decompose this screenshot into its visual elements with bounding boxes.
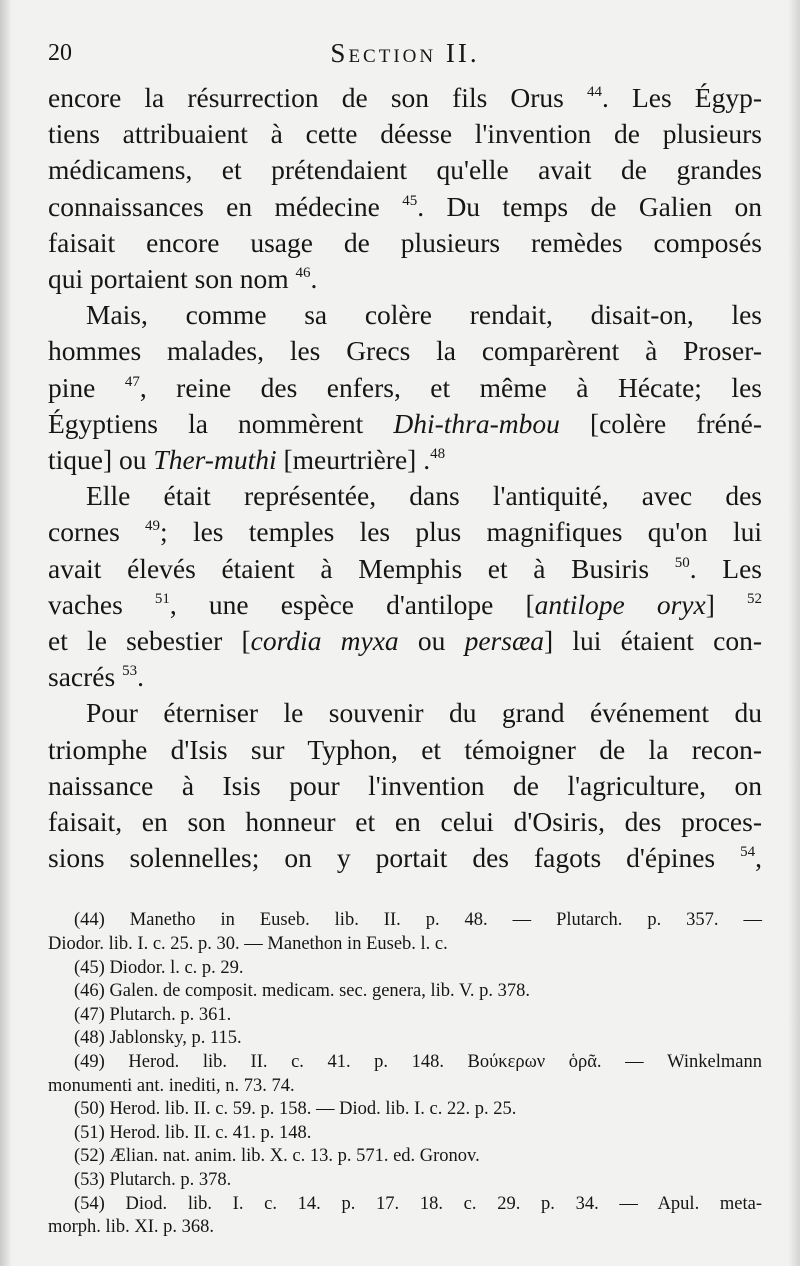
line-text: sions solennelles; on y portait des fagots d'épines: [48, 842, 741, 874]
text-line: [48, 732, 762, 768]
footnote-line: (47) Plutarch. p. 361.: [74, 1004, 232, 1025]
line-text: hommes malades, les Grecs la comparèrent à Proser-: [48, 335, 762, 367]
line-text: naissance à Isis pour l'invention de l'agriculture, on: [48, 769, 762, 801]
text-line: [48, 406, 762, 442]
footnote-line: Diodor. lib. I. c. 25. p. 30. — Manethon in Euseb. l. c.: [48, 934, 448, 955]
footnote-line: (53) Plutarch. p. 378.: [74, 1170, 232, 1190]
line-text: avait élevés étaient à Memphis et à Busiris: [48, 552, 675, 584]
footnote-ref: 44: [586, 84, 602, 100]
page-edge-shadow-right: [788, 0, 800, 1266]
text-line: [48, 840, 762, 876]
line-text: et le sebestier [: [48, 625, 251, 657]
footnote-ref: 48: [430, 446, 446, 463]
text-line: [48, 478, 762, 514]
italic-term: antilope oryx: [534, 588, 706, 620]
text-line: [48, 623, 762, 659]
line-text: , une espèce d'antilope [: [169, 588, 535, 620]
text-line: [48, 514, 762, 550]
text-line: [48, 261, 762, 297]
text-line: [48, 116, 762, 152]
italic-term: cordia myxa: [250, 625, 399, 657]
footnote-line: (51) Herod. lib. II. c. 41. p. 148.: [74, 1122, 312, 1143]
footnote-ref: 51: [154, 590, 170, 607]
text-line: [48, 189, 762, 225]
line-text: tique] ou: [48, 444, 154, 476]
line-text: triomphe d'Isis sur Typhon, et témoigner de la recon-: [48, 733, 762, 765]
line-text: médicamens, et prétendaient qu'elle avait de grandes: [48, 154, 762, 186]
line-text: connaissances en médecine: [48, 190, 403, 222]
footnote-line: (44) Manetho in Euseb. lib. II. p. 48. — Plutarch. p. 357. —: [74, 910, 762, 931]
line-text: ] lui étaient con-: [544, 625, 762, 657]
italic-term: Ther-muthi: [153, 444, 277, 476]
footnote-ref: 54: [740, 844, 756, 861]
footnote-ref: 46: [295, 265, 311, 282]
footnote-line: (54) Diod. lib. I. c. 14. p. 17. 18. c. 29. p. 34. — Apul. meta-: [74, 1193, 762, 1214]
text-line: [48, 659, 762, 695]
footnote-line: (45) Diodor. l. c. p. 29.: [74, 957, 244, 978]
footnote-line: (52) Ælian. nat. anim. lib. X. c. 13. p. 571. ed. Gronov.: [74, 1146, 480, 1167]
line-text: ,: [755, 842, 762, 874]
footnotes: [48, 909, 762, 1239]
line-text: .: [310, 263, 318, 295]
text-line: [48, 804, 762, 840]
text-line: [48, 152, 762, 188]
page-number: 20: [48, 40, 72, 66]
footnote-ref: 45: [402, 192, 418, 209]
line-text: Égyptiens la nommèrent: [48, 407, 394, 439]
line-text: .: [137, 661, 144, 693]
line-text: .: [423, 444, 431, 476]
text-line: [48, 370, 762, 406]
line-text: sacrés: [48, 661, 123, 693]
footnote-ref: 53: [122, 663, 138, 680]
line-text: . Du temps de Galien on: [417, 190, 762, 222]
text-line: [48, 768, 762, 804]
line-text: . Les Égyp-: [601, 82, 762, 113]
footnote-ref: 49: [145, 518, 161, 535]
line-text: tiens attribuaient à cette déesse l'invention de plusieurs: [48, 118, 762, 150]
line-text: cornes: [48, 516, 146, 548]
footnote-ref: 47: [124, 373, 140, 390]
line-text: ; les temples les plus magnifiques qu'on lui: [160, 516, 762, 548]
text-line: [48, 587, 762, 623]
line-text: encore la résurrection de son fils Orus: [48, 82, 587, 113]
footnote-line: monumenti ant. inediti, n. 73. 74.: [48, 1075, 295, 1096]
line-text: [colère fréné-: [559, 407, 762, 439]
line-text: ]: [705, 588, 747, 620]
text-line: [48, 225, 762, 261]
text-line: [48, 80, 762, 116]
italic-term: Dhi-thra-mbou: [393, 407, 560, 439]
line-text: [meurtrière]: [276, 444, 424, 476]
line-text: faisait encore usage de plusieurs remèdes composés: [48, 226, 762, 258]
line-text: ou: [398, 625, 465, 657]
line-text: Elle était représentée, dans l'antiquité, avec des: [86, 480, 762, 512]
italic-term: persæa: [464, 625, 545, 657]
line-text: pine: [48, 371, 125, 403]
line-text: . Les: [689, 552, 762, 584]
footnote-ref: 50: [674, 554, 690, 571]
footnote-line: (48) Jablonsky, p. 115.: [74, 1028, 242, 1049]
line-text: vaches: [48, 588, 155, 620]
footnote-ref: 52: [746, 590, 762, 607]
line-text: qui portaient son nom: [48, 263, 296, 295]
footnote-line: morph. lib. XI. p. 368.: [48, 1217, 214, 1238]
text-line: [48, 551, 762, 587]
body-text: [48, 80, 762, 876]
page-edge-shadow-left: [0, 0, 12, 1266]
running-title: Section II.: [330, 38, 480, 68]
line-text: Pour éterniser le souvenir du grand événement du: [86, 697, 762, 729]
text-line: [48, 442, 762, 478]
footnote-line: (46) Galen. de composit. medicam. sec. genera, lib. V. p. 378.: [74, 981, 531, 1002]
line-text: , reine des enfers, et même à Hécate; les: [139, 371, 762, 403]
page-header: [48, 34, 762, 80]
text-line: [48, 297, 762, 333]
text-line: [48, 333, 762, 369]
footnote-line: (49) Herod. lib. II. c. 41. p. 148. Βούκερων ὁρᾶ. — Winkelmann: [74, 1052, 762, 1073]
text-line: [48, 695, 762, 731]
line-text: faisait, en son honneur et en celui d'Osiris, des proces-: [48, 806, 762, 838]
line-text: Mais, comme sa colère rendait, disait-on, les: [86, 299, 762, 331]
footnote-line: (50) Herod. lib. II. c. 59. p. 158. — Diod. lib. I. c. 22. p. 25.: [74, 1099, 517, 1120]
